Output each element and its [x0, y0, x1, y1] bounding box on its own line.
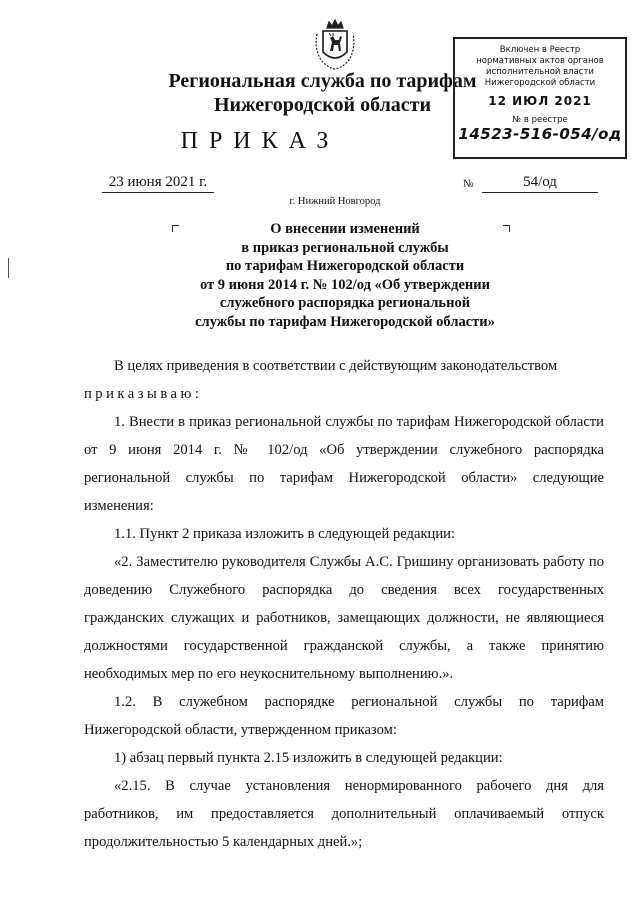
order-verb: приказываю:	[84, 386, 203, 402]
stamp-line-2: нормативных актов органов	[476, 56, 604, 66]
subject-line: службы по тарифам Нижегородской области»	[195, 313, 495, 330]
subject-line: в приказ региональной службы	[241, 239, 449, 256]
order-body	[84, 352, 604, 856]
order-number-label: №	[463, 178, 474, 190]
city: г. Нижний Новгород	[289, 196, 381, 207]
order-subject	[150, 220, 540, 331]
stamp-date: 12 ИЮЛ 2021	[488, 94, 592, 108]
stamp-reg-label: № в реестре	[512, 115, 568, 125]
paragraph-1-2: 1.2. В служебном распорядке региональной службы по тарифам Нижегородской области, утвержденном приказом:	[84, 694, 604, 738]
paragraph-1-1: 1.1. Пункт 2 приказа изложить в следующей редакции:	[114, 526, 456, 542]
stamp-line-1: Включен в Реестр	[499, 45, 581, 55]
order-date: 23 июня 2021 г.	[102, 174, 214, 193]
stamp-line-3: исполнительной власти	[486, 67, 594, 77]
preamble: В целях приведения в соответствии с действующим законодательством	[114, 358, 558, 374]
paragraph-quote-2-15: «2.15. В случае установления ненормированного рабочего дня для работников, им предоставляется дополнительный оплачиваемый отпуск продолжительностью 5 календарных дней.»;	[84, 778, 604, 850]
agency-name-line1: Региональная служба по тарифам	[168, 70, 477, 92]
subject-line: от 9 июня 2014 г. № 102/од «Об утверждении	[200, 276, 490, 293]
subject-line: О внесении изменений	[270, 221, 420, 237]
order-number: 54/од	[482, 174, 598, 193]
paragraph-quote-2: «2. Заместителю руководителя Службы А.С. Гришину организовать работу по доведению Служебного распорядка до сведения всех государственных гражданских служащих и работников, замещающих должности, не являющиеся должностями государственной гражданской службы, а также принятию необходимых мер по его неукоснительному выполнению.».	[84, 554, 604, 682]
coat-of-arms-emblem	[313, 18, 357, 72]
stamp-line-4: Нижегородской области	[484, 78, 596, 88]
agency-name-line2: Нижегородской области	[213, 94, 432, 116]
paragraph-1: 1. Внести в приказ региональной службы по тарифам Нижегородской области от 9 июня 2014 г. № 102/од «Об утверждении служебного распорядка региональной службы по тарифам Нижегородской области» следующие изменения:	[84, 414, 604, 514]
margin-mark	[8, 258, 9, 278]
stamp-reg-number: 14523-516-054/од	[458, 125, 622, 143]
subject-line: служебного распорядка региональной	[219, 295, 471, 311]
document-type-title: ПРИКАЗ	[180, 128, 340, 154]
paragraph-sub-1: 1) абзац первый пункта 2.15 изложить в следующей редакции:	[114, 750, 503, 766]
subject-line: по тарифам Нижегородской области	[225, 258, 465, 274]
